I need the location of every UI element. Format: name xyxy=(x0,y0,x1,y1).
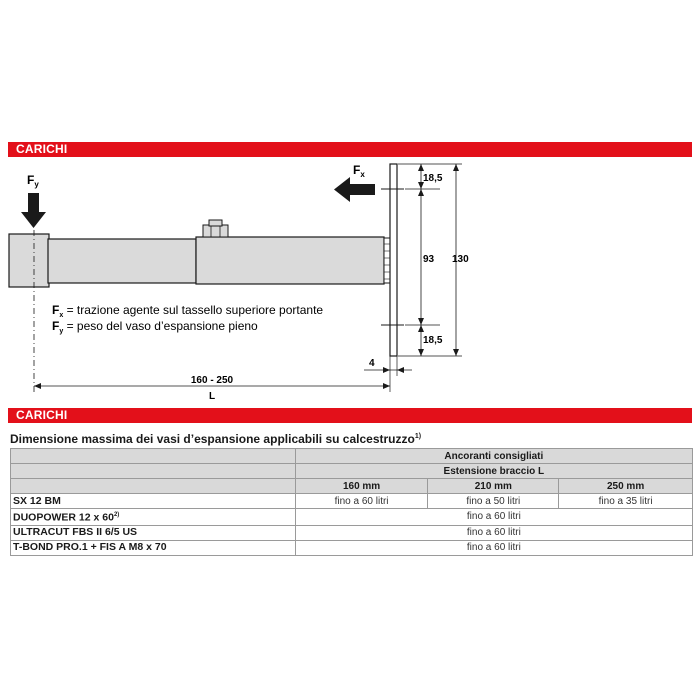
table-heading: Dimensione massima dei vasi d’espansione applicabili su calcestruzzo$^{1)}$ xyxy=(10,432,422,446)
dim-bottom: 18,5 xyxy=(423,335,443,346)
row-label: T-BOND PRO.1 + FIS A M8 x 70 xyxy=(11,540,296,555)
dim-plate: 4 xyxy=(369,358,375,369)
set-screw-bolt xyxy=(203,220,228,237)
outer-tube xyxy=(196,237,384,284)
row-label: DUOPOWER 12 x 60$^{2)}$ xyxy=(11,509,296,526)
dim-length: 160 - 250 xyxy=(190,375,234,386)
force-y-arrow-icon xyxy=(21,193,46,228)
table-cell: fino a 60 litri xyxy=(295,509,692,526)
section-band-carichi-2 xyxy=(8,408,692,423)
table-cell: fino a 60 litri xyxy=(295,525,692,540)
column-header: 210 mm xyxy=(428,479,559,494)
table-cell: fino a 50 litri xyxy=(428,494,559,509)
column-header: 160 mm xyxy=(295,479,428,494)
row-label: ULTRACUT FBS II 6/5 US xyxy=(11,525,296,540)
table-cell: fino a 35 litri xyxy=(559,494,693,509)
table-row xyxy=(11,525,693,540)
dim-middle: 93 xyxy=(423,254,435,265)
extension-header: Estensione braccio L xyxy=(295,464,692,479)
anchor-table xyxy=(10,448,693,556)
dim-total: 130 xyxy=(452,254,469,265)
force-y-label: $F_y$ xyxy=(27,173,39,189)
table-row xyxy=(11,494,693,509)
dim-length-symbol: L xyxy=(208,391,216,402)
row-label: SX 12 BM xyxy=(11,494,296,509)
wall-clamp xyxy=(9,234,49,287)
section-title: CARICHI xyxy=(16,408,68,422)
table-cell: fino a 60 litri xyxy=(295,540,692,555)
wall-plate xyxy=(390,164,397,356)
anchors-header: Ancoranti consigliati xyxy=(295,449,692,464)
dim-top: 18,5 xyxy=(423,173,443,184)
table-cell: fino a 60 litri xyxy=(295,494,428,509)
threaded-end xyxy=(384,238,390,283)
table-row xyxy=(11,540,693,555)
table-row xyxy=(11,509,693,526)
section-title: CARICHI xyxy=(16,142,68,156)
inner-tube xyxy=(48,239,196,283)
column-header: 250 mm xyxy=(559,479,693,494)
force-x-arrow-icon xyxy=(334,177,375,202)
legend-fx: $F_x$ = trazione agente sul tassello superiore portante xyxy=(52,303,324,319)
legend-fy: $F_y$ = peso del vaso d’espansione pieno xyxy=(52,319,258,335)
force-x-label: $F_x$ xyxy=(353,163,365,179)
